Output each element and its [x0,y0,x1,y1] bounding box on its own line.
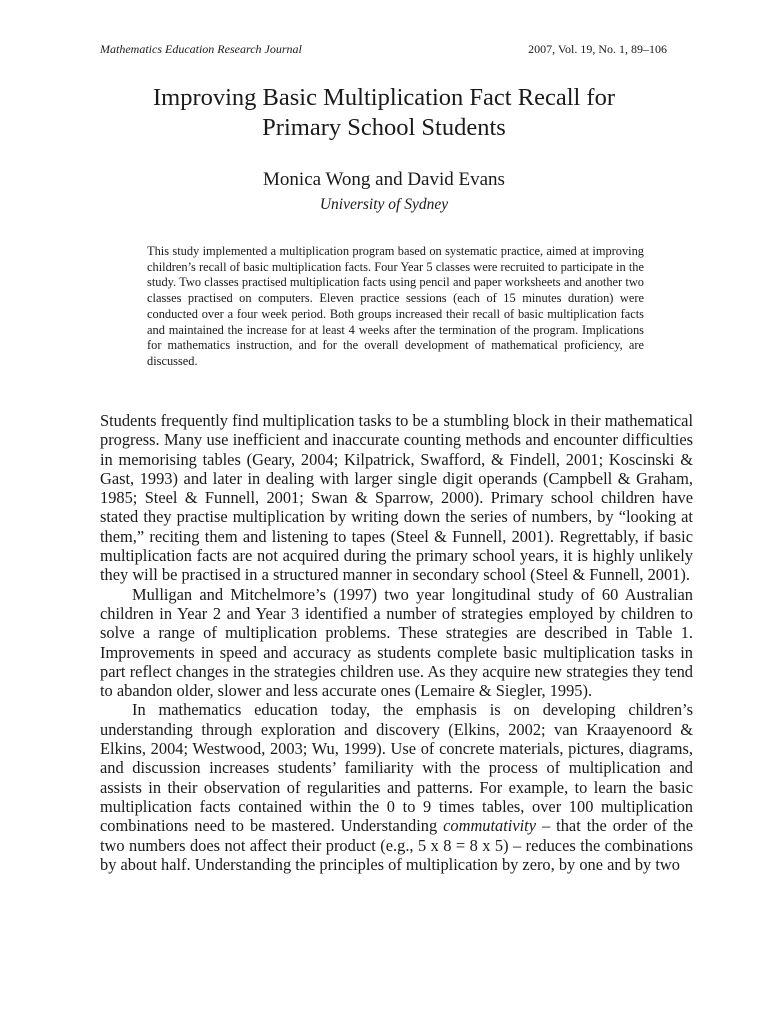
italic-term: commutativity [443,816,537,836]
article-title [60,83,708,143]
article-body [100,411,693,874]
abstract: This study implemented a multiplication program based on systematic practice, aimed at improving children’s recall of basic multiplication facts. Four Year 5 classes were recruited to participate in the study. Two classes practised multiplication facts using pencil and paper worksheets and another two classes practised on computers. Eleven practice sessions (each of 15 minutes duration) were conducted over a four week period. Both groups increased their recall of basic multiplication facts and maintained the increase for at least 4 weeks after the termination of the program. Implications for mathematics instruction, and for the overall development of mathematical proficiency, are discussed. [147,244,644,368]
title-line-1: Improving Basic Multiplication Fact Recall for [153,84,615,111]
paragraph-3-text-start: In mathematics education today, the emphasis is on developing children’s understanding through exploration and discovery (Elkins, 2002; van Kraayenoord & Elkins, 2004; Westwood, 2003; Wu, 1999). Use of concrete materials, pictures, diagrams, and discussion increases students’ familiarity with the process of multiplication and assists in their observation of regularities and patterns. For example, to learn the basic multiplication facts contained within the 0 to 9 times tables, over 100 multiplication combinations need to be mastered. Understanding [100,700,693,836]
title-line-2: Primary School Students [262,114,506,141]
author-names: Monica Wong and David Evans [263,169,505,190]
journal-name: Mathematics Education Research Journal [100,42,302,56]
paragraph-3-text-end: – that the order of the two numbers does not affect their product (e.g., 5 x 8 = 8 x 5) – reduces the combinations by about half. Understanding the principles of multiplication by zero, by one and by two [100,816,693,874]
running-header [100,42,667,56]
body-paragraph-2: Mulligan and Mitchelmore’s (1997) two year longitudinal study of 60 Australian children in Year 2 and Year 3 identified a number of strategies employed by children to solve a range of multiplication problems. These strategies are described in Table 1. Improvements in speed and accuracy as students complete basic multiplication tasks in part reflect changes in the strategies children use. As they acquire new strategies they tend to abandon older, slower and less accurate ones (Lemaire & Siegler, 1995). [100,584,693,701]
journal-citation: 2007, Vol. 19, No. 1, 89–106 [528,42,667,56]
body-paragraph-1: Students frequently find multiplication tasks to be a stumbling block in their mathematical progress. Many use inefficient and inaccurate counting methods and encounter difficulties in memorising tables (Geary, 2004; Kilpatrick, Swafford, & Findell, 2001; Koscinski & Gast, 1993) and later in dealing with larger single digit operands (Campbell & Graham, 1985; Steel & Funnell, 2001; Swan & Sparrow, 2000). Primary school children have stated they practise multiplication by writing down the series of numbers, by “looking at them,” reciting them and listening to tapes (Steel & Funnell, 2001). Regrettably, if basic multiplication facts are not acquired during the primary school years, it is highly unlikely they will be practised in a structured manner in secondary school (Steel & Funnell, 2001). [100,411,693,585]
author-affiliation: University of Sydney [319,196,449,213]
body-paragraph-3 [100,700,693,874]
